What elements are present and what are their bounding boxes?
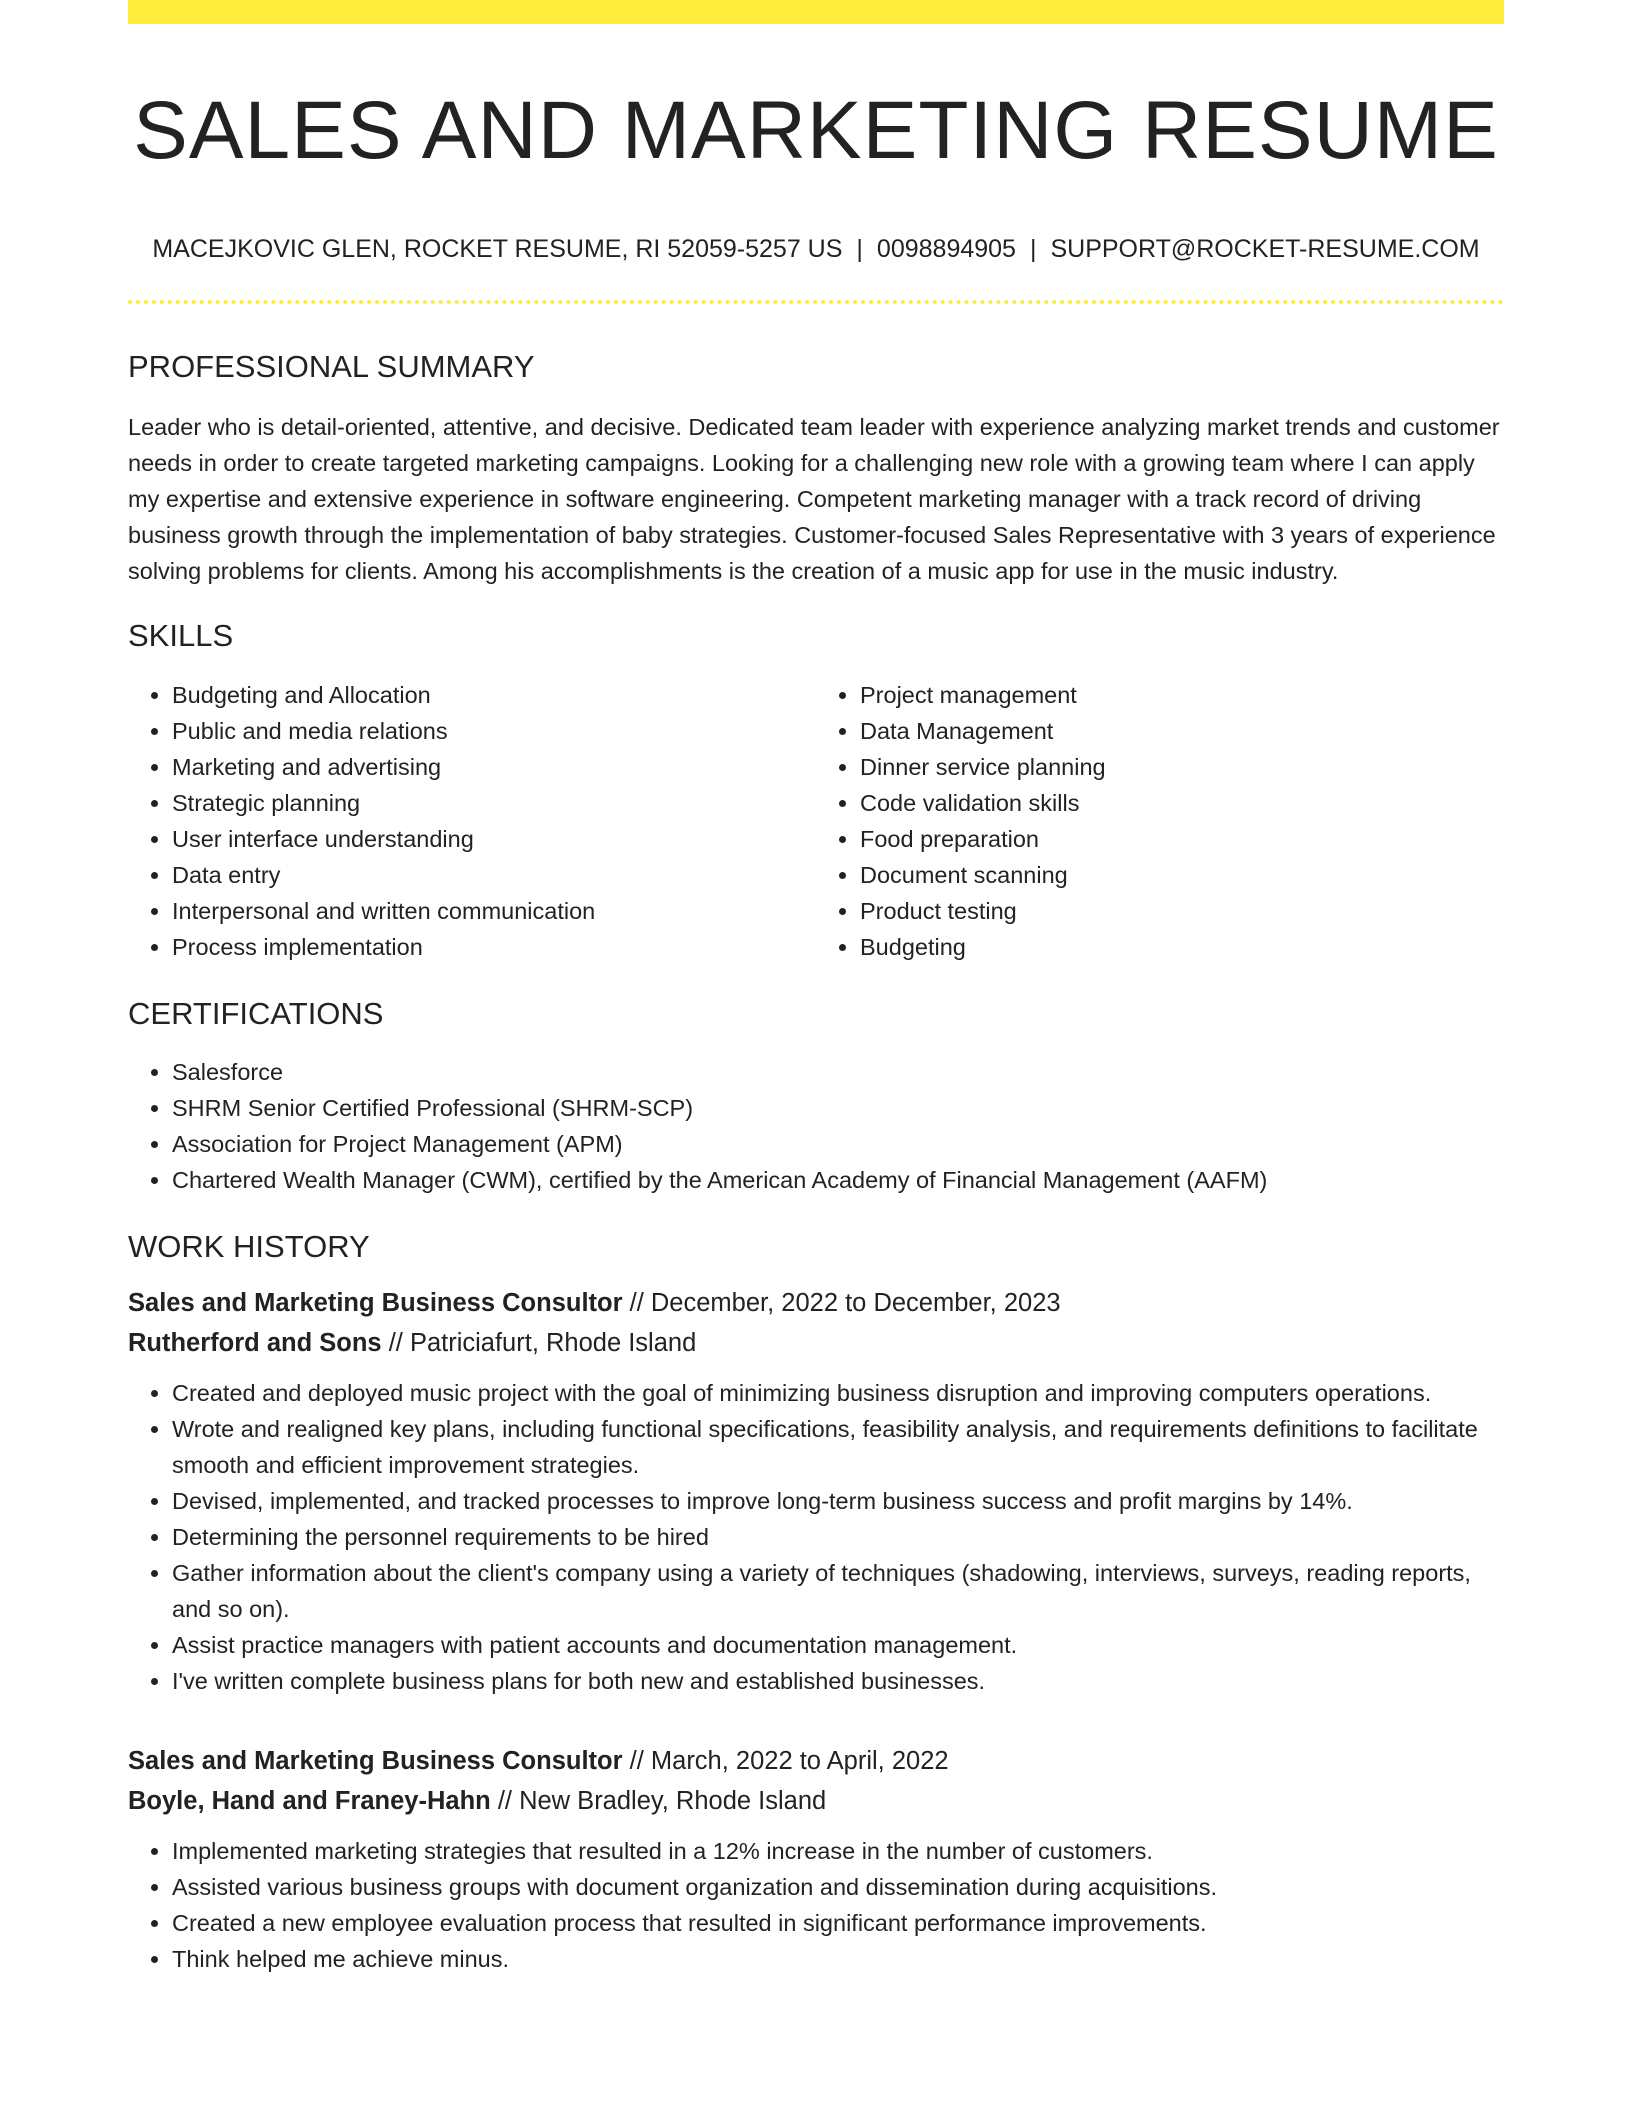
- contact-line: [128, 234, 1504, 264]
- dotted-divider: [128, 300, 1504, 304]
- job-dates: // December, 2022 to December, 2023: [629, 1288, 1061, 1317]
- job-entry: [128, 1283, 1504, 1699]
- contact-separator: |: [1029, 235, 1037, 264]
- job-title-line: [128, 1741, 1504, 1781]
- contact-separator: |: [856, 235, 863, 264]
- job-bullet: • Wrote and realigned key plans, including functional specifications, feasibility analysis, and requirements definitions to facilitate smooth and efficient improvement strategies.: [172, 1411, 1504, 1483]
- skill-item: • Document scanning: [860, 857, 1504, 893]
- contact-phone: 0098894905: [876, 235, 1016, 264]
- certifications-list: [128, 1054, 1504, 1198]
- job-bullet: • Think helped me achieve minus.: [172, 1941, 1504, 1977]
- summary-text: Leader who is detail-oriented, attentive, and decisive. Dedicated team leader with experience analyzing market trends and customer needs in order to create targeted marketing campaigns. Looking for a challenging new role with a growing team where I can apply my expertise and extensive experience in software engineering. Competent marketing manager with a track record of driving business growth through the implementation of baby strategies. Customer-focused Sales Representative with 3 years of experience solving problems for clients. Among his accomplishments is the creation of a music app for use in the music industry.: [128, 414, 1500, 585]
- contact-email: SUPPORT@ROCKET-RESUME.COM: [1050, 235, 1480, 264]
- skill-item: • Data Management: [860, 713, 1504, 749]
- job-bullet: • Created and deployed music project with the goal of minimizing business disruption and improving computers operations.: [172, 1375, 1504, 1411]
- skill-item: • Dinner service planning: [860, 749, 1504, 785]
- skill-item: • Data entry: [172, 857, 816, 893]
- skill-item: • Marketing and advertising: [172, 749, 816, 785]
- skills-left-list: [128, 677, 816, 965]
- skill-item: • Strategic planning: [172, 785, 816, 821]
- job-company-line: [128, 1781, 1504, 1821]
- certification-item: • Association for Project Management (APM): [172, 1126, 1504, 1162]
- job-location: // New Bradley, Rhode Island: [497, 1786, 827, 1815]
- skill-item: • Public and media relations: [172, 713, 816, 749]
- job-company: Rutherford and Sons: [128, 1328, 382, 1357]
- page-title: SALES AND MARKETING RESUME: [133, 85, 1499, 176]
- job-bullet: • Implemented marketing strategies that resulted in a 12% increase in the number of customers.: [172, 1833, 1504, 1869]
- skill-item: • User interface understanding: [172, 821, 816, 857]
- resume-page: [128, 0, 1504, 1977]
- skill-item: • Code validation skills: [860, 785, 1504, 821]
- skill-item: • Process implementation: [172, 929, 816, 965]
- job-title-line: [128, 1283, 1504, 1323]
- certifications-heading: CERTIFICATIONS: [128, 995, 384, 1031]
- job-bullet: • Determining the personnel requirements to be hired: [172, 1519, 1504, 1555]
- job-bullet: • Assisted various business groups with document organization and dissemination during acquisitions.: [172, 1869, 1504, 1905]
- job-bullets: [128, 1375, 1504, 1699]
- job-location: // Patriciafurt, Rhode Island: [388, 1328, 697, 1357]
- skills-right-list: [816, 677, 1504, 965]
- job-bullet: • I've written complete business plans for both new and established businesses.: [172, 1663, 1504, 1699]
- job-company: Boyle, Hand and Franey-Hahn: [128, 1786, 491, 1815]
- job-entry: [128, 1741, 1504, 1977]
- work-history-heading: WORK HISTORY: [128, 1228, 370, 1264]
- job-bullet: • Devised, implemented, and tracked processes to improve long-term business success and profit margins by 14%.: [172, 1483, 1504, 1519]
- contact-address: MACEJKOVIC GLEN, ROCKET RESUME, RI 52059-5257 US: [152, 235, 843, 264]
- skill-item: • Interpersonal and written communication: [172, 893, 816, 929]
- skills-columns: [128, 677, 1504, 965]
- job-title: Sales and Marketing Business Consultor: [128, 1746, 623, 1775]
- skill-item: • Product testing: [860, 893, 1504, 929]
- certification-item: • Chartered Wealth Manager (CWM), certified by the American Academy of Financial Management (AAFM): [172, 1162, 1504, 1198]
- job-bullets: [128, 1833, 1504, 1977]
- job-dates: // March, 2022 to April, 2022: [629, 1746, 949, 1775]
- skills-heading: SKILLS: [128, 618, 234, 654]
- skill-item: • Project management: [860, 677, 1504, 713]
- certification-item: • Salesforce: [172, 1054, 1504, 1090]
- skill-item: • Budgeting: [860, 929, 1504, 965]
- job-bullet: • Assist practice managers with patient accounts and documentation management.: [172, 1627, 1504, 1663]
- job-bullet: • Created a new employee evaluation process that resulted in significant performance improvements.: [172, 1905, 1504, 1941]
- summary-heading: PROFESSIONAL SUMMARY: [128, 349, 535, 385]
- accent-top-bar: [128, 0, 1504, 24]
- job-bullet: • Gather information about the client's company using a variety of techniques (shadowing, interviews, surveys, reading reports, and so on).: [172, 1555, 1504, 1627]
- certification-item: • SHRM Senior Certified Professional (SHRM-SCP): [172, 1090, 1504, 1126]
- job-title: Sales and Marketing Business Consultor: [128, 1288, 623, 1317]
- job-company-line: [128, 1323, 1504, 1363]
- skill-item: • Budgeting and Allocation: [172, 677, 816, 713]
- skill-item: • Food preparation: [860, 821, 1504, 857]
